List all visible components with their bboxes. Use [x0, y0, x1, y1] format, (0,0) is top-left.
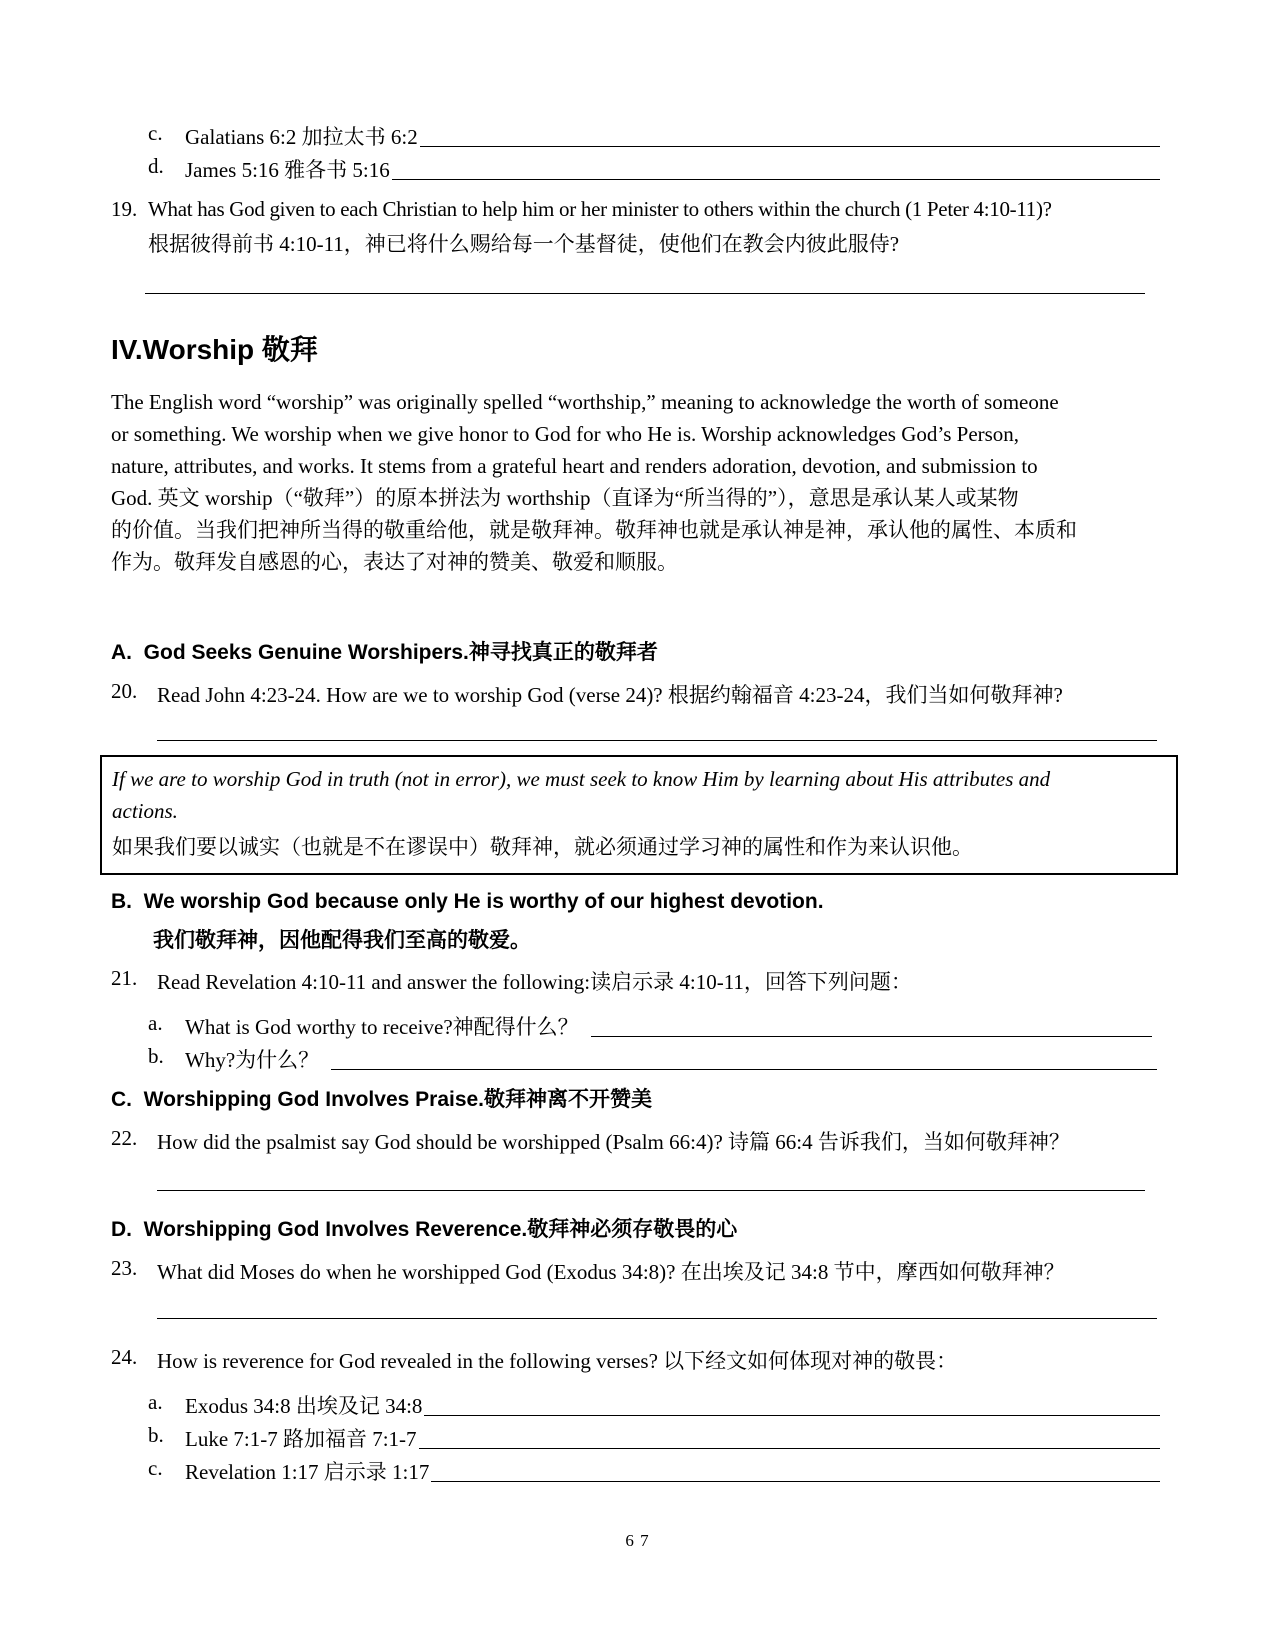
- question-21-text: Read Revelation 4:10-11 and answer the following:读启示录 4:10-11，回答下列问题：: [157, 970, 912, 994]
- answer-blank[interactable]: [419, 1448, 1160, 1449]
- answer-line-22[interactable]: [157, 1190, 1145, 1191]
- note-zh: 如果我们要以诚实（也就是不在谬误中）敬拜神，就必须通过学习神的属性和作为来认识他。: [112, 835, 973, 859]
- subsection-zh: 神寻找真正的敬拜者: [468, 641, 658, 664]
- answer-item-21b: [185, 1044, 1157, 1074]
- subsection-b-heading: [111, 890, 824, 914]
- subsection-letter: B.: [111, 890, 132, 913]
- answer-item-james: [185, 154, 1160, 184]
- subsection-zh: 敬拜神离不开赞美: [484, 1088, 653, 1111]
- question-number: 22.: [111, 1126, 138, 1150]
- answer-line-20[interactable]: [157, 740, 1157, 741]
- answer-blank[interactable]: [424, 1415, 1160, 1416]
- question-number: 24.: [111, 1345, 138, 1369]
- item-text: Luke 7:1-7 路加福音 7:1-7: [185, 1427, 417, 1451]
- list-letter: b.: [148, 1044, 164, 1068]
- answer-item-24b: [185, 1423, 1160, 1453]
- subsection-en: We worship God because only He is worthy of our highest devotion.: [143, 890, 824, 913]
- item-text: What is God worthy to receive?神配得什么？: [185, 1015, 579, 1039]
- list-letter: a.: [148, 1011, 163, 1035]
- intro-line: God. 英文 worship（“敬拜”）的原本拼法为 worthship（直译为“所当得的”），意思是承认某人或某物: [111, 486, 1019, 510]
- answer-item-24a: [185, 1390, 1160, 1420]
- question-number: 21.: [111, 966, 138, 990]
- item-text: Galatians 6:2 加拉太书 6:2: [185, 125, 418, 149]
- question-number: 20.: [111, 679, 138, 703]
- note-box: [100, 755, 1178, 875]
- question-22-text: How did the psalmist say God should be worshipped (Psalm 66:4)? 诗篇 66:4 告诉我们，当如何敬拜神？: [157, 1130, 1070, 1154]
- item-text: James 5:16 雅各书 5:16: [185, 158, 390, 182]
- intro-line: nature, attributes, and works. It stems from a grateful heart and renders adoration, devotion, and submission to: [111, 454, 1038, 478]
- item-text: Exodus 34:8 出埃及记 34:8: [185, 1394, 423, 1418]
- question-19-zh: 根据彼得前书 4:10-11，神已将什么赐给每一个基督徒，使他们在教会内彼此服侍?: [148, 232, 900, 256]
- list-letter: b.: [148, 1423, 164, 1447]
- page-number: 6 7: [625, 1531, 650, 1550]
- subsection-en: Worshipping God Involves Reverence.: [143, 1218, 528, 1241]
- answer-item-21a: [185, 1011, 1152, 1041]
- answer-blank[interactable]: [420, 146, 1160, 147]
- intro-paragraph: [111, 386, 1171, 578]
- subsection-c-heading: [111, 1083, 652, 1113]
- subsection-d-heading: [111, 1213, 737, 1243]
- list-letter: c.: [148, 121, 163, 145]
- subsection-en: Worshipping God Involves Praise.: [143, 1088, 485, 1111]
- subsection-letter: D.: [111, 1218, 132, 1241]
- note-en-line2: actions.: [112, 799, 178, 823]
- answer-item-galatians: [185, 121, 1160, 151]
- subsection-en: God Seeks Genuine Worshipers.: [143, 641, 469, 664]
- item-text: Revelation 1:17 启示录 1:17: [185, 1460, 430, 1484]
- question-number: 23.: [111, 1256, 138, 1280]
- answer-blank[interactable]: [392, 179, 1160, 180]
- question-20-text: Read John 4:23-24. How are we to worship God (verse 24)? 根据约翰福音 4:23-24，我们当如何敬拜神?: [157, 683, 1063, 707]
- answer-item-24c: [185, 1456, 1160, 1486]
- intro-line: The English word “worship” was originally spelled “worthship,” meaning to acknowledge the worth of someone: [111, 390, 1059, 414]
- intro-line: or something. We worship when we give honor to God for who He is. Worship acknowledges God’s Person,: [111, 422, 1020, 446]
- item-text: Why?为什么？: [185, 1048, 320, 1072]
- subsection-letter: A.: [111, 641, 132, 664]
- answer-line-19[interactable]: [145, 293, 1145, 294]
- intro-line: 作为。敬拜发自感恩的心，表达了对神的赞美、敬爱和顺服。: [111, 550, 678, 574]
- subsection-zh: 敬拜神必须存敬畏的心: [527, 1218, 738, 1241]
- list-letter: d.: [148, 154, 164, 178]
- subsection-b-zh: 我们敬拜神，因他配得我们至高的敬爱。: [153, 929, 531, 952]
- note-en-line1: If we are to worship God in truth (not in error), we must seek to know Him by learning about His attributes and: [112, 767, 1051, 791]
- answer-blank[interactable]: [591, 1036, 1152, 1037]
- question-number: 19.: [111, 197, 138, 221]
- subsection-a-heading: [111, 636, 658, 666]
- list-letter: a.: [148, 1390, 163, 1414]
- answer-line-23[interactable]: [157, 1318, 1157, 1319]
- subsection-letter: C.: [111, 1088, 132, 1111]
- intro-line: 的价值。当我们把神所当得的敬重给他，就是敬拜神。敬拜神也就是承认神是神，承认他的属性、本质和: [111, 518, 1077, 542]
- answer-blank[interactable]: [431, 1481, 1160, 1482]
- question-19-en: What has God given to each Christian to help him or her minister to others within the church (1 Peter 4:10-11)?: [148, 197, 1052, 221]
- question-23-text: What did Moses do when he worshipped God (Exodus 34:8)? 在出埃及记 34:8 节中，摩西如何敬拜神？: [157, 1260, 1065, 1284]
- answer-blank[interactable]: [331, 1069, 1157, 1070]
- list-letter: c.: [148, 1456, 163, 1480]
- question-24-text: How is reverence for God revealed in the following verses? 以下经文如何体现对神的敬畏：: [157, 1349, 958, 1373]
- section-title: IV.Worship 敬拜: [111, 334, 318, 365]
